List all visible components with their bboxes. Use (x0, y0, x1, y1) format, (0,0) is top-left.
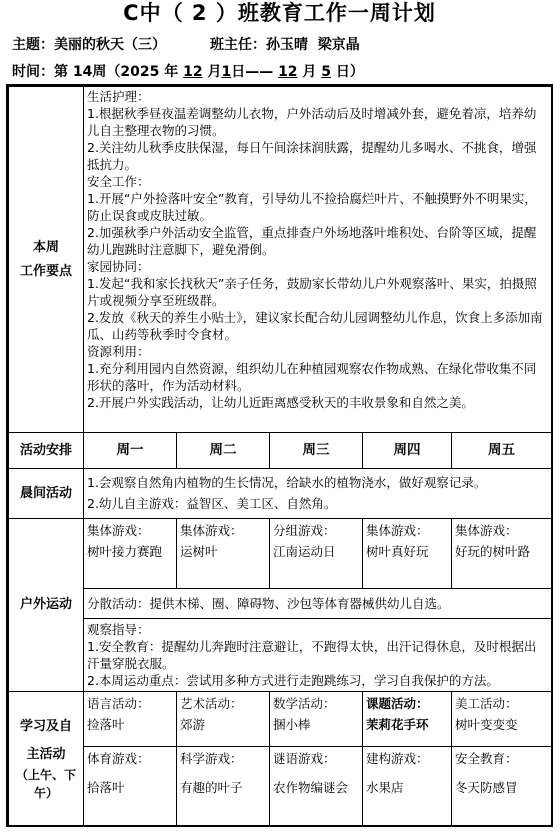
time-line (12, 63, 364, 81)
time-label: 时间：第 (12, 64, 68, 80)
key-point-line: 1.开展“户外捡落叶安全”教育，引导幼儿不捡拾腐烂叶片、不触摸野外不明果实，防止误食或皮肤过敏。 (87, 191, 537, 223)
key-points-label: 本周 工作要点 (9, 87, 84, 433)
outdoor-guidance-row (9, 619, 552, 692)
key-point-line: 2.加强秋季户外活动安全监管，重点排查户外场地落叶堆积处、台阶等区域，提醒幼儿跑跳时注意脚下，避免滑倒。 (87, 225, 537, 257)
learning-mon-1: 语言活动： 捡落叶 (84, 692, 177, 747)
guidance-line: 1.安全教育：提醒幼儿奔跑时注意避让，不跑得太快，出汗记得休息，及时根据出汗量穿脱衣服。 (87, 639, 537, 671)
learning-row-2 (9, 747, 552, 826)
start-day: 1 (221, 64, 232, 80)
outdoor-game-fri: 集体游戏： 好玩的树叶路 (452, 519, 552, 589)
learning-thu-1: 课题活动： 茉莉花手环 (363, 692, 452, 747)
key-point-line: 1.根据秋季昼夜温差调整幼儿衣物，户外活动后及时增减外套，避免着凉，培养幼儿自主整理衣物的习惯。 (87, 106, 537, 138)
day-thursday: 周四 (363, 433, 452, 469)
outdoor-scattered: 分散活动：提供木梯、圈、障碍物、沙包等体育器械供幼儿自选。 (84, 589, 552, 619)
theme-value: 美丽的秋天（三） (54, 37, 166, 53)
learning-row-1 (9, 692, 552, 747)
year-suffix: 年 (164, 64, 179, 80)
learning-wed-1: 数学活动： 捆小棒 (270, 692, 363, 747)
outdoor-game-wed: 分组游戏： 江南运动日 (270, 519, 363, 589)
learning-mon-2: 体育游戏： 拾落叶 (84, 747, 177, 826)
key-point-line: 2.开展户外实践活动，让幼儿近距离感受秋天的丰收景象和自然之美。 (87, 395, 474, 410)
month-char-2: 月 (302, 64, 317, 80)
year: 2025 (120, 64, 160, 80)
learning-thu-2: 建构游戏： 水果店 (363, 747, 452, 826)
morning-label: 晨间活动 (9, 469, 84, 519)
week-suffix: 周（ (92, 64, 121, 80)
page-title: C中（ 2 ）班教育工作一周计划 (123, 1, 436, 25)
morning-line: 1.会观察自然角内植物的生长情况，给缺水的植物浇水，做好观察记录。 (87, 475, 487, 490)
learning-tue-2: 科学游戏： 有趣的叶子 (177, 747, 270, 826)
theme-line (12, 36, 360, 54)
schedule-header-row (9, 433, 552, 469)
outdoor-game-thu: 集体游戏： 树叶真好玩 (363, 519, 452, 589)
date-dash: —— (245, 64, 274, 80)
outdoor-game-mon: 集体游戏： 树叶接力赛跑 (84, 519, 177, 589)
plan-table-frame (6, 84, 553, 827)
outdoor-guidance (84, 619, 552, 692)
outdoor-scattered-row (9, 589, 552, 619)
outdoor-label: 户外运动 (9, 519, 84, 692)
week-number: 14 (72, 64, 93, 80)
key-point-line: 2.关注幼儿秋季皮肤保湿，每日午间涂抹润肤露，提醒幼儿多喝水、不挑食，增强抵抗力。 (87, 140, 537, 172)
key-point-line: 生活护理： (87, 89, 150, 104)
key-point-line: 家园协同： (87, 259, 150, 274)
learning-wed-2: 谜语游戏： 农作物编谜会 (270, 747, 363, 826)
morning-line: 2.幼儿自主游戏：益智区、美工区、自然角。 (87, 496, 337, 511)
guidance-line: 2.本周运动重点：尝试用多种方式进行走跑跳练习，学习自我保护的方法。 (87, 673, 499, 688)
outdoor-game-tue: 集体游戏： 运树叶 (177, 519, 270, 589)
outdoor-games-row (9, 519, 552, 589)
teacher-names: 孙玉晴 梁京晶 (266, 37, 360, 53)
morning-content (84, 469, 552, 519)
plan-table (8, 86, 552, 826)
day-tuesday: 周二 (177, 433, 270, 469)
day-char-1: 日 (231, 64, 246, 80)
day-wednesday: 周三 (270, 433, 363, 469)
key-point-line: 1.充分利用园内自然资源，组织幼儿在种植园观察农作物成熟、在绿化带收集不同形状的落叶，作为活动材料。 (87, 361, 537, 393)
learning-tue-1: 艺术活动： 郊游 (177, 692, 270, 747)
end-month: 12 (278, 64, 298, 80)
morning-row (9, 469, 552, 519)
key-point-line: 1.发起“我和家长找秋天”亲子任务，鼓励家长带幼儿户外观察落叶、果实，拍摄照片或视频分享至班级群。 (87, 276, 537, 308)
guidance-line: 观察指导： (87, 622, 150, 637)
key-point-line: 资源利用： (87, 344, 150, 359)
teacher-label: 班主任： (210, 37, 266, 53)
key-point-line: 安全工作： (87, 174, 150, 189)
date-close: 日） (335, 64, 364, 80)
learning-label: 学习及自 主活动 （上午、下午） (9, 692, 84, 826)
key-points-content (84, 87, 552, 433)
day-friday: 周五 (452, 433, 552, 469)
theme-label: 主题： (12, 37, 54, 53)
key-point-line: 2.发放《秋天的养生小贴士》，建议家长配合幼儿园调整幼儿作息，饮食上多添加南瓜、山药等秋季时令食材。 (87, 310, 543, 342)
learning-fri-1: 美工活动： 树叶变变变 (452, 692, 552, 747)
end-day: 5 (321, 64, 332, 80)
key-points-row (9, 87, 552, 433)
learning-fri-2: 安全教育： 冬天防感冒 (452, 747, 552, 826)
month-char-1: 月 (207, 64, 222, 80)
day-monday: 周一 (84, 433, 177, 469)
schedule-label: 活动安排 (9, 433, 84, 469)
start-month: 12 (183, 64, 203, 80)
